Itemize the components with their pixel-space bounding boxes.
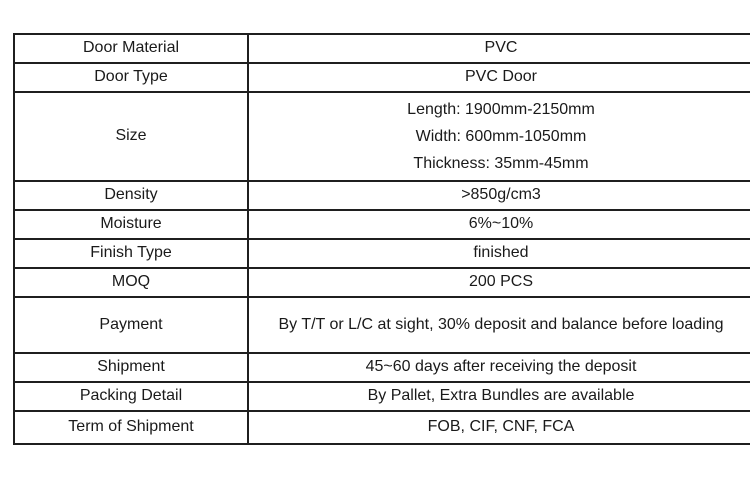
row-label-payment: Payment [14,297,248,353]
table-row [14,239,750,268]
size-width-line: Width: 600mm-1050mm [415,128,587,145]
table-row [14,63,750,92]
row-label-door-material: Door Material [14,34,248,63]
row-value-density: >850g/cm3 [248,181,750,210]
table-row [14,297,750,353]
table-row [14,34,750,63]
size-length-line: Length: 1900mm-2150mm [407,101,595,118]
size-thickness-line: Thickness: 35mm-45mm [413,155,589,172]
row-label-door-type: Door Type [14,63,248,92]
row-value-finish-type: finished [248,239,750,268]
product-spec-table [13,33,750,445]
row-value-payment: By T/T or L/C at sight, 30% deposit and balance before loading [248,297,750,353]
row-label-moisture: Moisture [14,210,248,239]
row-value-moisture: 6%~10% [248,210,750,239]
row-label-term-of-shipment: Term of Shipment [14,411,248,444]
row-value-size [248,92,750,181]
table-row [14,382,750,411]
row-label-packing-detail: Packing Detail [14,382,248,411]
row-label-finish-type: Finish Type [14,239,248,268]
row-label-shipment: Shipment [14,353,248,382]
table-row [14,92,750,181]
table-row [14,411,750,444]
row-value-shipment: 45~60 days after receiving the deposit [248,353,750,382]
table-row [14,210,750,239]
row-value-packing-detail: By Pallet, Extra Bundles are available [248,382,750,411]
table-row [14,268,750,297]
table-row [14,353,750,382]
row-value-term-of-shipment: FOB, CIF, CNF, FCA [248,411,750,444]
table-row [14,181,750,210]
row-value-moq: 200 PCS [248,268,750,297]
row-label-moq: MOQ [14,268,248,297]
row-value-door-type: PVC Door [248,63,750,92]
row-label-size: Size [14,92,248,181]
row-label-density: Density [14,181,248,210]
row-value-door-material: PVC [248,34,750,63]
